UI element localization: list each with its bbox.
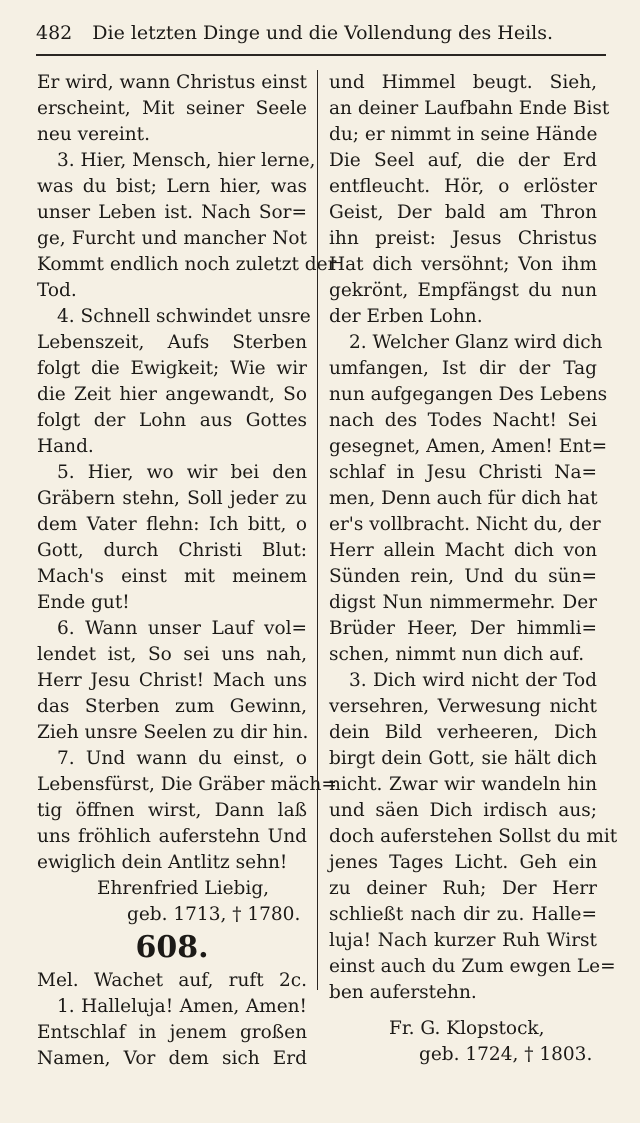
text-line: folgt der Lohn aus Gottes — [37, 410, 307, 431]
text-line: Geist, Der bald am Thron — [329, 202, 597, 223]
text-line: erscheint, Mit seiner Seele — [37, 98, 307, 119]
text-line: Lebenszeit, Aufs Sterben — [37, 332, 307, 353]
text-line: uns fröhlich auferstehn Und — [37, 826, 307, 847]
text-line: ben auferstehn. — [329, 982, 477, 1003]
text-line: ihn preist: Jesus Christus — [329, 228, 597, 249]
text-line: men, Denn auch für dich hat — [329, 488, 598, 509]
text-line: doch auferstehen Sollst du mit — [329, 826, 618, 847]
text-line: das Sterben zum Gewinn, — [37, 696, 307, 717]
text-line: gesegnet, Amen, Amen! Ent= — [329, 436, 608, 457]
text-line: unser Leben ist. Nach Sor= — [37, 202, 307, 223]
text-line: und Himmel beugt. Sieh, — [329, 72, 597, 93]
text-line: Entschlaf in jenem großen — [37, 1022, 307, 1043]
text-line: digst Nun nimmermehr. Der — [329, 592, 597, 613]
text-line: luja! Nach kurzer Ruh Wirst — [329, 930, 597, 951]
text-line: Er wird, wann Christus einst — [37, 72, 307, 93]
text-line: Lebensfürst, Die Gräber mäch= — [37, 774, 337, 795]
text-line: Gott, durch Christi Blut: — [37, 540, 307, 561]
text-line: er's vollbracht. Nicht du, der — [329, 514, 601, 535]
signature-dates: geb. 1713, † 1780. — [127, 904, 301, 925]
text-line: dem Vater flehn: Ich bitt, o — [37, 514, 307, 535]
signature-name: Fr. G. Klopstock, — [389, 1018, 545, 1039]
hymn-number: 608. — [135, 930, 209, 965]
page-header — [36, 20, 606, 46]
text-line: 4. Schnell schwindet unsre — [57, 306, 311, 327]
text-line: und säen Dich irdisch aus; — [329, 800, 597, 821]
text-line: 2. Welcher Glanz wird dich — [349, 332, 603, 353]
text-line: du; er nimmt in seine Hände — [329, 124, 598, 145]
text-line: nun aufgegangen Des Lebens — [329, 384, 608, 405]
text-line: zu deiner Ruh; Der Herr — [329, 878, 597, 899]
signature-name: Ehrenfried Liebig, — [97, 878, 270, 899]
text-line: 3. Dich wird nicht der Tod — [349, 670, 597, 691]
text-line: nach des Todes Nacht! Sei — [329, 410, 597, 431]
text-line: 5. Hier, wo wir bei den — [57, 462, 307, 483]
text-line: Gräbern stehn, Soll jeder zu — [37, 488, 307, 509]
text-line: ge, Furcht und mancher Not — [37, 228, 307, 249]
text-line: dein Bild verheeren, Dich — [329, 722, 597, 743]
signature-dates: geb. 1724, † 1803. — [419, 1044, 593, 1065]
left-column — [37, 70, 337, 1072]
page-number: 482 — [36, 22, 73, 44]
text-line: Hand. — [37, 436, 94, 457]
text-line: einst auch du Zum ewgen Le= — [329, 956, 616, 977]
text-line: 1. Halleluja! Amen, Amen! — [57, 996, 307, 1017]
running-title: Die letzten Dinge und die Vollendung des Heils. — [92, 22, 554, 44]
text-line: Brüder Heer, Der himmli= — [329, 618, 597, 639]
right-column-lines — [329, 70, 618, 1006]
left-column-tail — [37, 994, 307, 1072]
text-line: die Zeit hier angewandt, So — [37, 384, 307, 405]
text-line: Herr Jesu Christ! Mach uns — [37, 670, 307, 691]
text-line: Hat dich versöhnt; Von ihm — [329, 254, 597, 275]
text-line: schließt nach dir zu. Halle= — [329, 904, 597, 925]
text-line: ewiglich dein Antlitz sehn! — [37, 852, 288, 873]
text-line: Tod. — [37, 280, 77, 301]
text-line: birgt dein Gott, sie hält dich — [329, 748, 597, 769]
text-line: 6. Wann unser Lauf vol= — [57, 618, 307, 639]
text-line: Die Seel auf, die der Erd — [329, 150, 597, 171]
text-line: tig öffnen wirst, Dann laß — [37, 800, 307, 821]
text-line: schen, nimmt nun dich auf. — [329, 644, 585, 665]
text-line: Zieh unsre Seelen zu dir hin. — [37, 722, 309, 743]
text-line: Namen, Vor dem sich Erd — [37, 1048, 307, 1069]
text-line: gekrönt, Empfängst du nun — [329, 280, 597, 301]
text-line: folgt die Ewigkeit; Wie wir — [37, 358, 307, 379]
text-line: Mach's einst mit meinem — [37, 566, 307, 587]
text-line: an deiner Laufbahn Ende Bist — [329, 98, 610, 119]
text-line: nicht. Zwar wir wandeln hin — [329, 774, 597, 795]
text-line: jenes Tages Licht. Geh ein — [329, 852, 597, 873]
text-line: lendet ist, So sei uns nah, — [37, 644, 307, 665]
text-line: schlaf in Jesu Christi Na= — [329, 462, 597, 483]
column-divider — [317, 70, 318, 990]
left-column-lines — [37, 70, 337, 876]
spacer — [329, 1006, 597, 1016]
text-line: 7. Und wann du einst, o — [57, 748, 307, 769]
text-line: entfleucht. Hör, o erlöster — [329, 176, 597, 197]
right-column — [329, 70, 618, 1068]
header-rule — [36, 54, 606, 56]
text-line: was du bist; Lern hier, was — [37, 176, 307, 197]
melody-line: Mel. Wachet auf, ruft 2c. — [37, 970, 307, 991]
text-line: umfangen, Ist dir der Tag — [329, 358, 597, 379]
text-line: Kommt endlich noch zuletzt der — [37, 254, 337, 275]
text-line: 3. Hier, Mensch, hier lerne, — [57, 150, 316, 171]
text-line: neu vereint. — [37, 124, 150, 145]
text-line: Ende gut! — [37, 592, 130, 613]
text-line: versehren, Verwesung nicht — [329, 696, 597, 717]
text-line: Herr allein Macht dich von — [329, 540, 597, 561]
text-line: der Erben Lohn. — [329, 306, 483, 327]
text-line: Sünden rein, Und du sün= — [329, 566, 597, 587]
